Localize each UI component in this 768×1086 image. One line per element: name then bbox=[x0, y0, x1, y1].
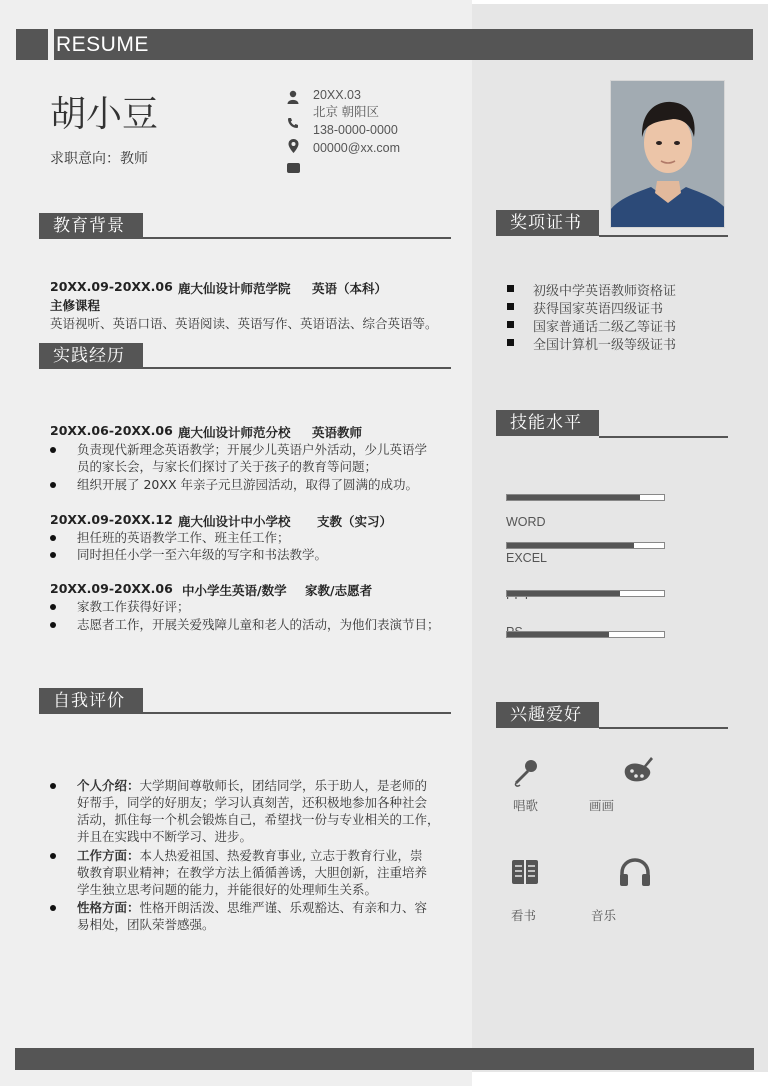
contact-location bbox=[286, 137, 300, 155]
skill-bar-ps bbox=[506, 631, 665, 638]
contact-address: 北京 朝阳区 bbox=[313, 105, 379, 119]
section-skills-line bbox=[599, 436, 728, 438]
self-eval-personality-label: 性格方面： bbox=[77, 900, 140, 915]
practice-1-org: 鹿大仙设计师范分校 bbox=[178, 425, 291, 440]
award-label: 获得国家英语四级证书 bbox=[533, 302, 664, 317]
section-hobbies-line bbox=[599, 727, 728, 729]
practice-2-org: 鹿大仙设计中小学校 bbox=[178, 514, 291, 529]
edu-courses-title: 主修课程 bbox=[50, 298, 101, 313]
bullet-line: 好帮手，同学的好朋友；学习认真刻苦，还积极地参加各种社会 bbox=[77, 795, 428, 810]
award-label: 初级中学英语教师资格证 bbox=[533, 284, 677, 299]
edu-period: 20XX.09-20XX.06 bbox=[50, 279, 173, 294]
hobby-label-singing: 唱歌 bbox=[513, 798, 539, 813]
contact-birth: 20XX.03 bbox=[313, 88, 361, 102]
practice-1-role: 英语教师 bbox=[312, 425, 363, 440]
bullet-line: 负责现代新理念英语教学；开展少儿英语户外活动，少儿英语学 bbox=[77, 442, 428, 457]
practice-3-org: 中小学生英语/数学 bbox=[182, 583, 287, 598]
top-white-strip bbox=[472, 0, 768, 4]
edu-courses: 英语视听、英语口语、英语阅读、英语写作、英语语法、综合英语等。 bbox=[50, 316, 438, 331]
person-icon bbox=[286, 90, 300, 104]
skill-bar-ppt bbox=[506, 590, 665, 597]
edu-major: 英语（本科） bbox=[312, 281, 388, 296]
skill-bar-word bbox=[506, 494, 665, 501]
skill-bar-excel bbox=[506, 542, 665, 549]
section-education-header: 教育背景 bbox=[39, 213, 143, 239]
contact-person bbox=[286, 88, 300, 106]
bullet-line: 大学期间尊敬师长，团结同学，乐于助人，是老师的 bbox=[139, 778, 428, 793]
bullet-line: 学生独立思考问题的能力，并能很好的处理师生关系。 bbox=[77, 882, 378, 897]
contact-phone bbox=[286, 114, 300, 132]
resume-title: RESUME bbox=[56, 33, 149, 56]
header-square bbox=[16, 29, 48, 60]
footer-bar bbox=[15, 1048, 754, 1070]
award-label: 全国计算机一级等级证书 bbox=[533, 338, 677, 353]
profile-photo bbox=[610, 80, 725, 228]
section-self-eval-header: 自我评价 bbox=[39, 688, 143, 714]
bullet-line: 担任班的英语教学工作、班主任工作； bbox=[77, 530, 290, 545]
section-practice-header: 实践经历 bbox=[39, 343, 143, 369]
book-icon bbox=[510, 857, 542, 889]
contact-email: 00000@xx.com bbox=[313, 141, 401, 155]
hobby-label-reading: 看书 bbox=[511, 908, 537, 923]
contact-mail bbox=[286, 159, 300, 177]
bullet-line: 活动，抓住每一个机会锻炼自己，希望找一份与专业相关的工作， bbox=[77, 812, 440, 827]
palette-icon bbox=[621, 754, 653, 786]
practice-3-period: 20XX.09-20XX.06 bbox=[50, 581, 173, 596]
candidate-name: 胡小豆 bbox=[50, 94, 159, 135]
bullet-line: 志愿者工作，开展关爱残障儿童和老人的活动，为他们表演节目； bbox=[77, 617, 440, 632]
header-bar bbox=[54, 29, 753, 60]
practice-1-period: 20XX.06-20XX.06 bbox=[50, 423, 173, 438]
hobby-label-music: 音乐 bbox=[591, 908, 617, 923]
bullet-line: 易相处，团队荣誉感强。 bbox=[77, 917, 215, 932]
skill-fill bbox=[507, 591, 620, 596]
bullet-line: 性格开朗活泼、思维严谨、乐观豁达、有亲和力、容 bbox=[139, 900, 428, 915]
edu-school: 鹿大仙设计师范学院 bbox=[178, 281, 291, 296]
award-label: 国家普通话二级乙等证书 bbox=[533, 320, 677, 335]
phone-icon bbox=[286, 116, 300, 130]
bullet-line: 本人热爱祖国、热爱教育事业, 立志于教育行业，崇 bbox=[139, 848, 423, 863]
bullet-line: 敬教育职业精神；在教学方法上循循善诱，大胆创新，注重培养 bbox=[77, 865, 428, 880]
self-eval-work-label: 工作方面： bbox=[77, 848, 140, 863]
headphones-icon bbox=[618, 856, 650, 888]
microphone-icon bbox=[510, 756, 542, 788]
bullet-line: 同时担任小学一至六年级的写字和书法教学。 bbox=[77, 547, 328, 562]
section-awards-line bbox=[599, 235, 728, 237]
mail-icon bbox=[286, 161, 300, 175]
skill-fill bbox=[507, 632, 609, 637]
contact-phone-number: 138-0000-0000 bbox=[313, 123, 398, 137]
section-skills-header: 技能水平 bbox=[496, 410, 599, 436]
section-education-line bbox=[143, 237, 451, 239]
hobby-label-painting: 画画 bbox=[589, 798, 615, 813]
bullet-line: 组织开展了 20XX 年亲子元旦游园活动，取得了圆满的成功。 bbox=[77, 477, 418, 492]
self-eval-intro-label: 个人介绍： bbox=[77, 778, 140, 793]
bullet-line: 员的家长会，与家长们探讨了关于孩子的教育等问题； bbox=[77, 459, 378, 474]
section-self-eval-line bbox=[143, 712, 451, 714]
footer-white-strip bbox=[472, 1072, 768, 1086]
section-awards-header: 奖项证书 bbox=[496, 210, 599, 236]
location-icon bbox=[286, 139, 300, 153]
practice-3-role: 家教/志愿者 bbox=[305, 583, 373, 598]
bullet-line: 家教工作获得好评； bbox=[77, 599, 190, 614]
skill-fill bbox=[507, 495, 640, 500]
practice-2-period: 20XX.09-20XX.12 bbox=[50, 512, 173, 527]
skill-fill bbox=[507, 543, 634, 548]
job-intention: 求职意向：教师 bbox=[50, 151, 148, 167]
section-practice-line bbox=[143, 367, 451, 369]
skill-label-word: WORD bbox=[506, 515, 546, 529]
skill-label-excel: EXCEL bbox=[506, 551, 547, 565]
practice-2-role: 支教（实习） bbox=[317, 514, 393, 529]
bullet-line: 并且在实践中不断学习、进步。 bbox=[77, 829, 253, 844]
section-hobbies-header: 兴趣爱好 bbox=[496, 702, 599, 728]
